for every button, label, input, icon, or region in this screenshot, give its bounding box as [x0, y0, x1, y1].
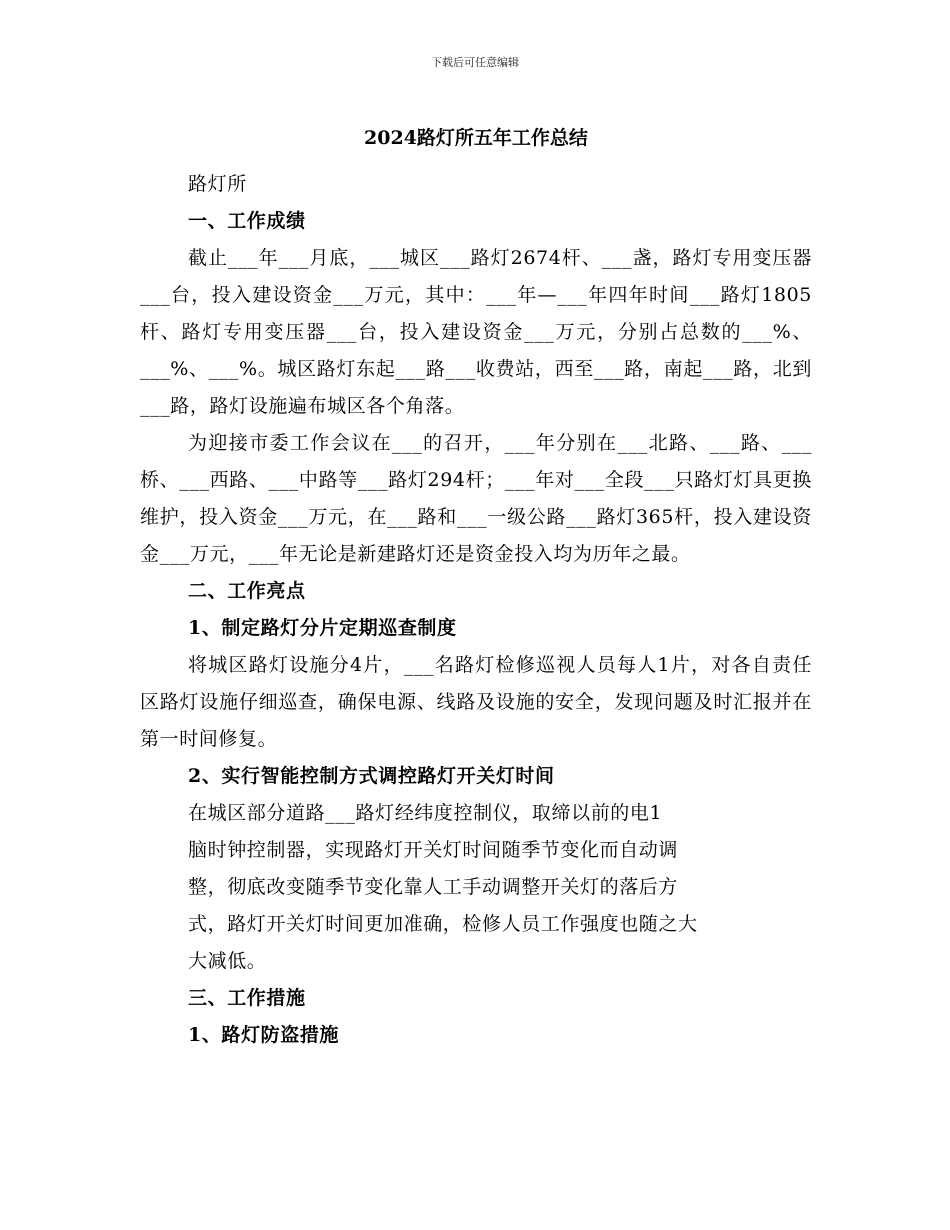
- organization-name: 路灯所: [188, 173, 247, 195]
- subheading-patrol-system: 1、制定路灯分片定期巡查制度: [188, 617, 457, 639]
- paragraph-achievements-1: 截止___年___月底，___城区___路灯2674杆、___盏，路灯专用变压器___台，投入建设资金___万元，其中：___年—___年四年时间___路灯1805杆、路灯专用变压器___台，投入建设资金___万元，分别占总数的___%、___%、___%。城区路灯东起___路___收费站，西至___路，南起___路，北到___路，路灯设施遍布城区各个角落。: [140, 247, 812, 417]
- smart-control-line-3: 整，彻底改变随季节变化靠人工手动调整开关灯的落后方: [188, 876, 679, 898]
- paragraph-patrol-system: 将城区路灯设施分4片，___名路灯检修巡视人员每人1片，对各自责任区路灯设施仔细巡查，确保电源、线路及设施的安全，发现问题及时汇报并在第一时间修复。: [140, 654, 812, 750]
- document-title: 2024路灯所五年工作总结: [364, 127, 588, 149]
- document-body: [140, 120, 812, 1054]
- section-heading-achievements: 一、工作成绩: [188, 210, 306, 232]
- subheading-anti-theft: 1、路灯防盗措施: [188, 1024, 340, 1046]
- smart-control-line-5: 大减低。: [188, 950, 267, 972]
- paragraph-achievements-2: 为迎接市委工作会议在___的召开，___年分别在___北路、___路、___桥、___西路、___中路等___路灯294杆；___年对___全段___只路灯灯具更换维护，投入资金___万元，在___路和___一级公路___路灯365杆，投入建设资金___万元，___年无论是新建路灯还是资金投入均为历年之最。: [140, 432, 812, 565]
- section-heading-measures: 三、工作措施: [188, 987, 306, 1009]
- smart-control-line-1: 在城区部分道路___路灯经纬度控制仪，取缔以前的电1: [188, 802, 663, 824]
- section-heading-highlights: 二、工作亮点: [188, 580, 306, 602]
- page-header: 下载后可任意编辑: [431, 56, 519, 69]
- smart-control-line-4: 式，路灯开关灯时间更加准确，检修人员工作强度也随之大: [188, 913, 698, 935]
- subheading-smart-control: 2、实行智能控制方式调控路灯开关灯时间: [188, 765, 555, 787]
- smart-control-line-2: 脑时钟控制器，实现路灯开关灯时间随季节变化而自动调: [188, 839, 679, 861]
